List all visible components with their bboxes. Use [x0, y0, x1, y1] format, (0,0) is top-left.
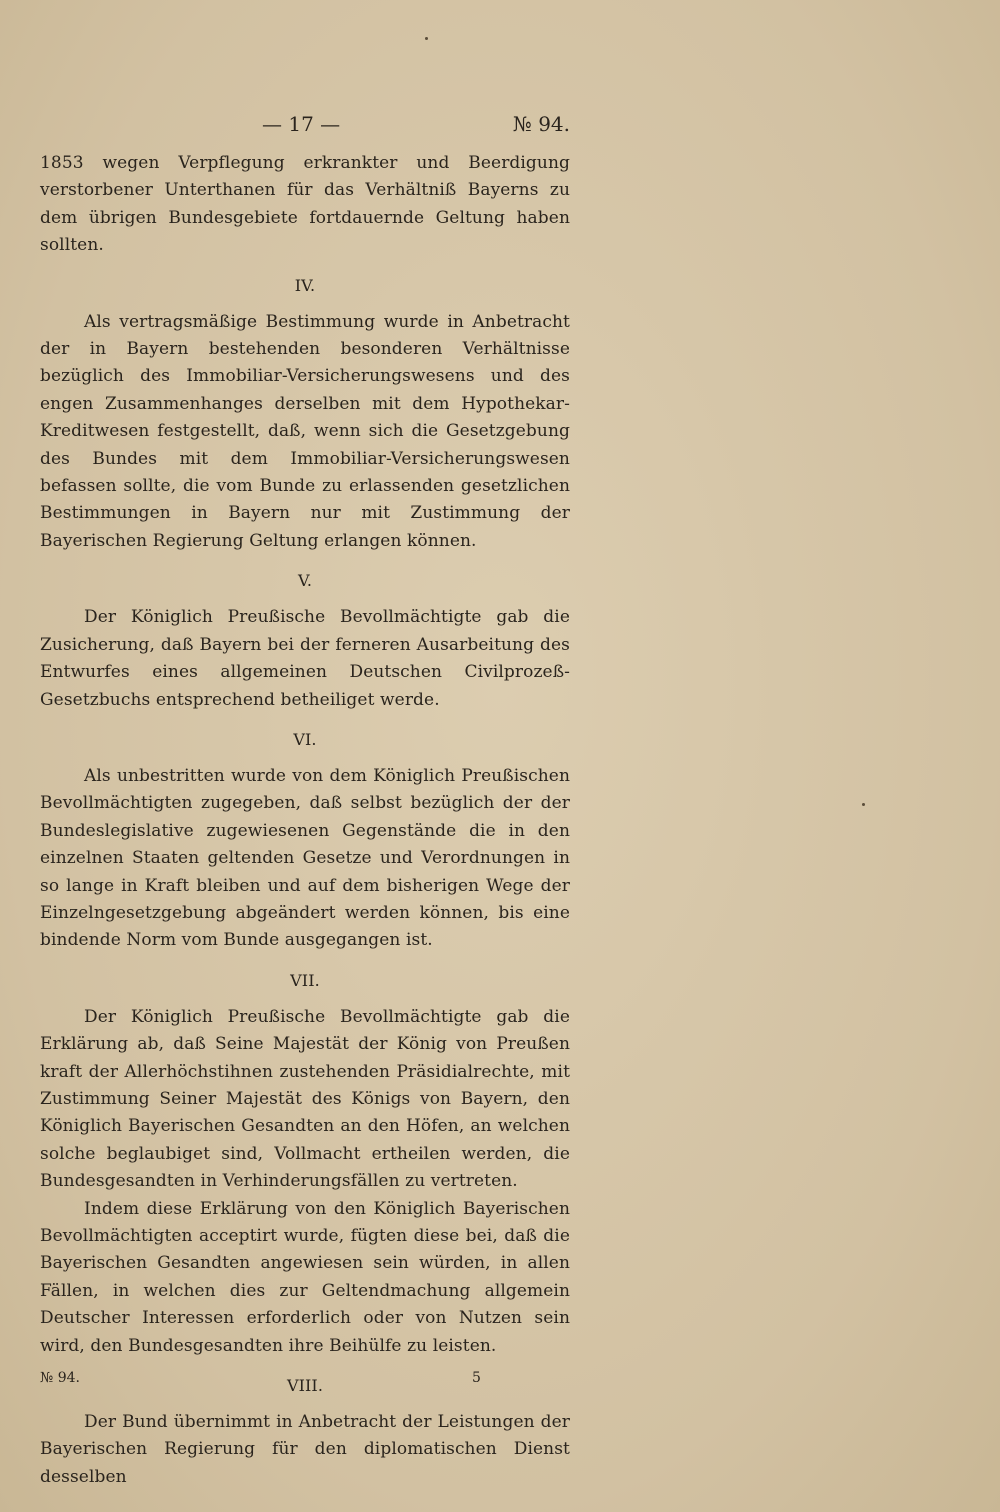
section-heading-vii: VII. [290, 970, 320, 990]
issue-number: № 94. [512, 112, 570, 136]
paragraph-viii: Der Bund übernimmt in Anbetracht der Leistungen der Bayerischen Regierung für den diplomatischen Dienst desselben [40, 1412, 570, 1487]
scan-speck [425, 37, 428, 40]
scan-speck [862, 803, 865, 806]
section-heading-v: V. [297, 571, 313, 591]
paragraph-vi: Als unbestritten wurde von dem Königlich Preußischen Bevollmächtigten zugegeben, daß selbst bezüglich der der Bundeslegislative zugewiesenen Gegenstände die in den einzelnen Staaten geltenden Gesetze und Verordnungen in so lange in Kraft bleiben und auf dem bisherigen Wege der Einzelngesetzgebung abgeändert werden können, bis eine bindende Norm vom Bunde ausgegangen ist. [40, 765, 570, 951]
paragraph-iv: Als vertragsmäßige Bestimmung wurde in Anbetracht der in Bayern bestehenden besonderen Verhältnisse bezüglich des Immobiliar-Versicherungswesens und des engen Zusammenhanges derselben mit dem Hypothekar-Kreditwesen festgestellt, daß, wenn sich die Gesetzgebung des Bundes mit dem Immobiliar-Versicherungswesen befassen sollte, die vom Bunde zu erlassenden gesetzlichen Bestimmungen in Bayern nur mit Zustimmung der Bayerischen Regierung Geltung erlangen können. [40, 311, 570, 551]
document-body [40, 150, 570, 1491]
paragraph-vii-1: Der Königlich Preußische Bevollmächtigte gab die Erklärung ab, daß Seine Majestät der König von Preußen kraft der Allerhöchstihnen zustehenden Präsidialrechte, mit Zustimmung Seiner Majestät des Königs von Bayern, den Königlich Bayerischen Gesandten an den Höfen, an welchen solche beglaubiget sind, Vollmacht ertheilen werden, die Bundesgesandten in Verhinderungsfällen zu vertreten. [40, 1006, 570, 1192]
sheet-number: 5 [472, 1370, 481, 1386]
paragraph-v: Der Königlich Preußische Bevollmächtigte gab die Zusicherung, daß Bayern bei der ferneren Ausarbeitung des Entwurfes eines allgemeinen Deutschen Civilprozeß-Gesetzbuchs entsprechend betheiliget werde. [40, 607, 570, 710]
page-number: — 17 — [262, 112, 341, 136]
section-heading-iv: IV. [294, 275, 316, 295]
page-header [40, 112, 570, 138]
signature-mark: № 94. [40, 1370, 80, 1386]
paragraph-intro: 1853 wegen Verpflegung erkrankter und Beerdigung verstorbener Unterthanen für das Verhältniß Bayerns zu dem übrigen Bundesgebiete fortdauernde Geltung haben sollten. [40, 153, 570, 256]
section-heading-vi: VI. [293, 729, 317, 749]
paragraph-vii-2: Indem diese Erklärung von den Königlich Bayerischen Bevollmächtigten acceptirt wurde, fügten diese bei, daß die Bayerischen Gesandten angewiesen sein würden, in allen Fällen, in welchen dies zur Geltendmachung allgemein Deutscher Interessen erforderlich oder von Nutzen sein wird, den Bundesgesandten ihre Beihülfe zu leisten. [40, 1198, 570, 1356]
section-heading-viii: VIII. [286, 1376, 324, 1396]
page-footer [40, 1370, 570, 1390]
